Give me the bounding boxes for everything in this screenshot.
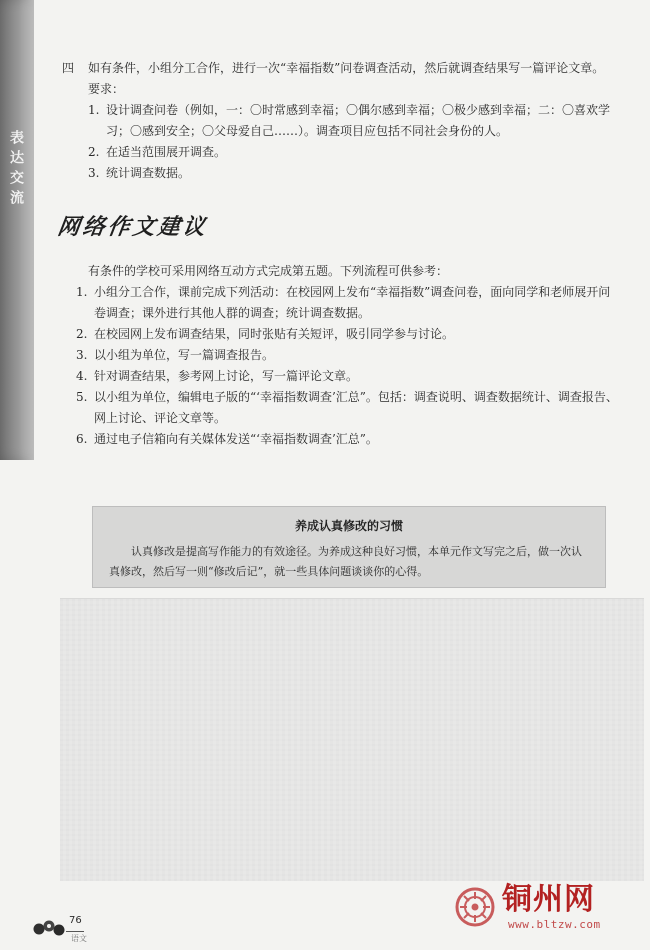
step-number: 5.	[76, 390, 88, 404]
step-text: 在校园网上发布调查结果，同时张贴有关短评，吸引同学参与讨论。	[94, 327, 455, 341]
callout-body: 认真修改是提高写作能力的有效途径。为养成这种良好习惯，本单元作文写完之后，做一次认真修改，然后写一则“修改后记”，就一些具体问题谈谈你的心得。	[109, 545, 582, 578]
site-watermark	[454, 884, 642, 940]
question-four-header	[62, 58, 622, 79]
step-number: 3.	[76, 348, 88, 362]
requirement-number: 2.	[88, 145, 100, 159]
step-number: 2.	[76, 327, 88, 341]
network-steps-list	[62, 282, 622, 450]
question-four-section	[62, 58, 622, 184]
requirement-number: 1.	[88, 103, 100, 117]
requirement-text: 在适当范围展开调查。	[106, 145, 227, 159]
step-number: 1.	[76, 285, 88, 299]
page-ornament-icon	[32, 919, 66, 937]
requirements-label: 要求：	[88, 82, 125, 96]
blank-writing-area	[60, 598, 644, 881]
network-section-title: 网络作文建议	[55, 215, 210, 240]
network-step-2	[76, 324, 622, 345]
sidebar-strip	[0, 0, 34, 460]
requirement-text: 设计调查问卷（例如，一：〇时常感到幸福；〇偶尔感到幸福；〇极少感到幸福；二：〇喜欢学习；〇感到安全；〇父母爱自己……）。调查项目应包括不同社会身份的人。	[106, 103, 611, 138]
requirement-number: 3.	[88, 166, 100, 180]
page-footer	[32, 909, 152, 945]
sidebar-label: 表达交流	[8, 130, 24, 210]
network-step-3	[76, 345, 622, 366]
watermark-url: www.bltzw.com	[508, 918, 601, 931]
question-text: 如有条件，小组分工合作，进行一次“幸福指数”问卷调查活动，然后就调查结果写一篇评论文章。	[88, 61, 605, 75]
revision-habit-callout	[92, 506, 606, 588]
requirements-list	[62, 100, 622, 184]
requirement-item-3	[88, 163, 622, 184]
callout-title: 养成认真修改的习惯	[294, 519, 403, 533]
page-number: 76	[69, 915, 82, 926]
page-tag: 语文	[71, 934, 87, 943]
requirement-text: 统计调查数据。	[106, 166, 191, 180]
page-number-rule	[66, 931, 84, 932]
step-text: 针对调查结果，参考网上讨论，写一篇评论文章。	[94, 369, 359, 383]
step-text: 以小组为单位，写一篇调查报告。	[94, 348, 275, 362]
network-writing-section	[62, 261, 622, 450]
requirement-item-1	[88, 100, 622, 142]
seal-icon	[454, 886, 496, 928]
watermark-brand: 铜州网	[502, 882, 595, 917]
step-number: 6.	[76, 432, 88, 446]
network-step-5	[76, 387, 622, 429]
question-number: 四	[62, 61, 75, 75]
network-intro: 有条件的学校可采用网络互动方式完成第五题。下列流程可供参考：	[88, 264, 449, 278]
step-text: 以小组为单位，编辑电子版的“‘幸福指数调查’汇总”。包括：调查说明、调查数据统计、调查报告、网上讨论、评论文章等。	[94, 390, 618, 425]
step-text: 小组分工合作，课前完成下列活动：在校园网上发布“幸福指数”调查问卷，面向同学和老师展开问卷调查；课外进行其他人群的调查；统计调查数据。	[94, 285, 611, 320]
network-step-6	[76, 429, 622, 450]
network-step-1	[76, 282, 622, 324]
requirement-item-2	[88, 142, 622, 163]
network-step-4	[76, 366, 622, 387]
step-text: 通过电子信箱向有关媒体发送“‘幸福指数调查’汇总”。	[94, 432, 378, 446]
step-number: 4.	[76, 369, 88, 383]
